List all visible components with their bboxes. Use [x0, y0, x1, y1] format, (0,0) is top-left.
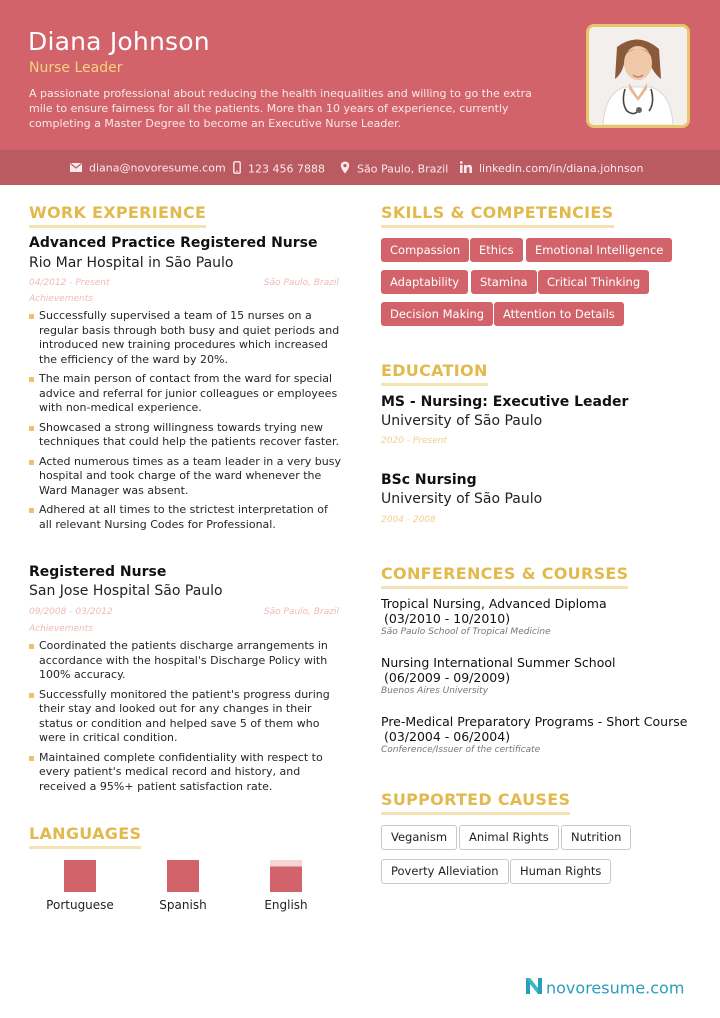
- language-item: [138, 860, 228, 912]
- achievement-item: Coordinated the patients discharge arrangements in accordance with the hospital's Discharge Policy with 100% accuracy.: [29, 639, 341, 683]
- skill-tag: Compassion: [381, 238, 469, 262]
- language-level-box: [270, 860, 302, 892]
- skill-tag: Decision Making: [381, 302, 493, 326]
- candidate-name: Diana Johnson: [28, 27, 210, 56]
- achievement-item: Adhered at all times to the strictest interpretation of all relevant Nursing Codes for Professional.: [29, 503, 341, 532]
- conference-dates: (03/2010 - 10/2010): [384, 611, 511, 626]
- conference-dates: (06/2009 - 09/2009): [384, 670, 511, 685]
- conferences-title: CONFERENCES & COURSES: [381, 564, 628, 589]
- education-school: University of São Paulo: [381, 413, 543, 429]
- work-experience-title: WORK EXPERIENCE: [29, 203, 206, 228]
- novoresume-logo-icon: [525, 977, 543, 999]
- language-name: Portuguese: [46, 898, 114, 912]
- map-pin-icon: [340, 161, 350, 177]
- language-item: [35, 860, 125, 912]
- contact-bar: [0, 150, 720, 185]
- phone-text: 123 456 7888: [248, 162, 325, 176]
- skills-title: SKILLS & COMPETENCIES: [381, 203, 614, 228]
- conference-name: Nursing International Summer School: [381, 655, 616, 670]
- resume-header: [0, 0, 720, 150]
- job-location: São Paulo, Brazil: [263, 607, 339, 617]
- achievement-item: Successfully supervised a team of 15 nurses on a regular basis through both busy and quiet periods and introduced new training procedures which increased the efficiency of the ward by 20%.: [29, 309, 341, 367]
- education-degree: BSc Nursing: [381, 472, 477, 488]
- languages-title: LANGUAGES: [29, 824, 141, 849]
- linkedin-icon: [460, 161, 472, 176]
- skill-tag: Ethics: [470, 238, 523, 262]
- contact-email[interactable]: [70, 161, 226, 175]
- cause-tag: Human Rights: [510, 859, 611, 884]
- brand-logo[interactable]: [525, 977, 684, 999]
- achievement-item: Showcased a strong willingness towards trying new techniques that could help the patients recover faster.: [29, 421, 341, 450]
- job-dates: 04/2012 - Present: [29, 278, 110, 288]
- cause-tag: Animal Rights: [459, 825, 559, 850]
- education-degree: MS - Nursing: Executive Leader: [381, 394, 629, 410]
- cause-tag: Veganism: [381, 825, 457, 850]
- job-organization: San Jose Hospital São Paulo: [29, 583, 223, 599]
- achievement-list: [29, 639, 341, 799]
- education-dates: 2004 - 2008: [381, 515, 436, 525]
- achievement-item: Acted numerous times as a team leader in a very busy hospital and took charge of the ward whenever the Ward Manager was absent.: [29, 455, 341, 499]
- skill-tag: Adaptability: [381, 270, 468, 294]
- email-text: diana@novoresume.com: [89, 161, 226, 175]
- summary-text: A passionate professional about reducing the health inequalities and willing to go the extra mile to ensure fairness for all the patients. More than 10 years of experience, currently completing a Master Degree to become an Executive Nurse Leader.: [29, 87, 532, 130]
- achievements-label: Achievements: [29, 294, 93, 304]
- language-level-box: [64, 860, 96, 892]
- cause-tag: Poverty Alleviation: [381, 859, 509, 884]
- conference-org: São Paulo School of Tropical Medicine: [381, 627, 551, 637]
- candidate-role: Nurse Leader: [29, 60, 123, 76]
- language-name: Spanish: [159, 898, 207, 912]
- education-title: EDUCATION: [381, 361, 488, 386]
- conference-org: Buenos Aires University: [381, 686, 489, 696]
- job-title: Advanced Practice Registered Nurse: [29, 235, 318, 251]
- skill-tag: Attention to Details: [494, 302, 624, 326]
- contact-location: [340, 161, 448, 177]
- cause-tag: Nutrition: [561, 825, 631, 850]
- language-name: English: [264, 898, 308, 912]
- education-school: University of São Paulo: [381, 491, 543, 507]
- conference-name: Pre-Medical Preparatory Programs - Short Course: [381, 714, 688, 729]
- education-dates: 2020 - Present: [381, 436, 447, 446]
- skill-tag: Critical Thinking: [538, 270, 649, 294]
- achievement-item: The main person of contact from the ward for special advice and referral for junior colleagues or employees with non-medical experience.: [29, 372, 341, 416]
- achievements-label: Achievements: [29, 624, 93, 634]
- linkedin-text: linkedin.com/in/diana.johnson: [479, 162, 644, 175]
- phone-icon: [233, 161, 241, 177]
- causes-title: SUPPORTED CAUSES: [381, 790, 570, 815]
- job-title: Registered Nurse: [29, 564, 167, 580]
- envelope-icon: [70, 162, 82, 175]
- job-location: São Paulo, Brazil: [263, 278, 339, 288]
- achievement-item: Maintained complete confidentiality with respect to every patient's medical record and history, and received a 95%+ patient satisfaction rate.: [29, 751, 341, 795]
- job-meta: [29, 278, 339, 288]
- conference-org: Conference/Issuer of the certificate: [381, 745, 541, 755]
- conference-dates: (03/2004 - 06/2004): [384, 729, 511, 744]
- location-text: São Paulo, Brazil: [357, 162, 449, 176]
- skill-tag: Emotional Intelligence: [526, 238, 672, 262]
- nurse-portrait-icon: [589, 27, 687, 125]
- contact-linkedin[interactable]: [460, 161, 643, 176]
- profile-photo: [586, 24, 690, 128]
- language-item: [241, 860, 331, 912]
- brand-text: novoresume.com: [546, 978, 685, 998]
- achievement-list: [29, 309, 341, 537]
- skill-tag: Stamina: [471, 270, 537, 294]
- job-organization: Rio Mar Hospital in São Paulo: [29, 255, 234, 271]
- contact-phone[interactable]: [233, 161, 325, 177]
- job-dates: 09/2008 - 03/2012: [29, 607, 113, 617]
- language-level-box: [167, 860, 199, 892]
- job-meta: [29, 607, 339, 617]
- conference-name: Tropical Nursing, Advanced Diploma: [381, 596, 607, 611]
- achievement-item: Successfully monitored the patient's progress during their stay and looked out for any changes in their status or condition and helped save 5 of them who were in critical condition.: [29, 688, 341, 746]
